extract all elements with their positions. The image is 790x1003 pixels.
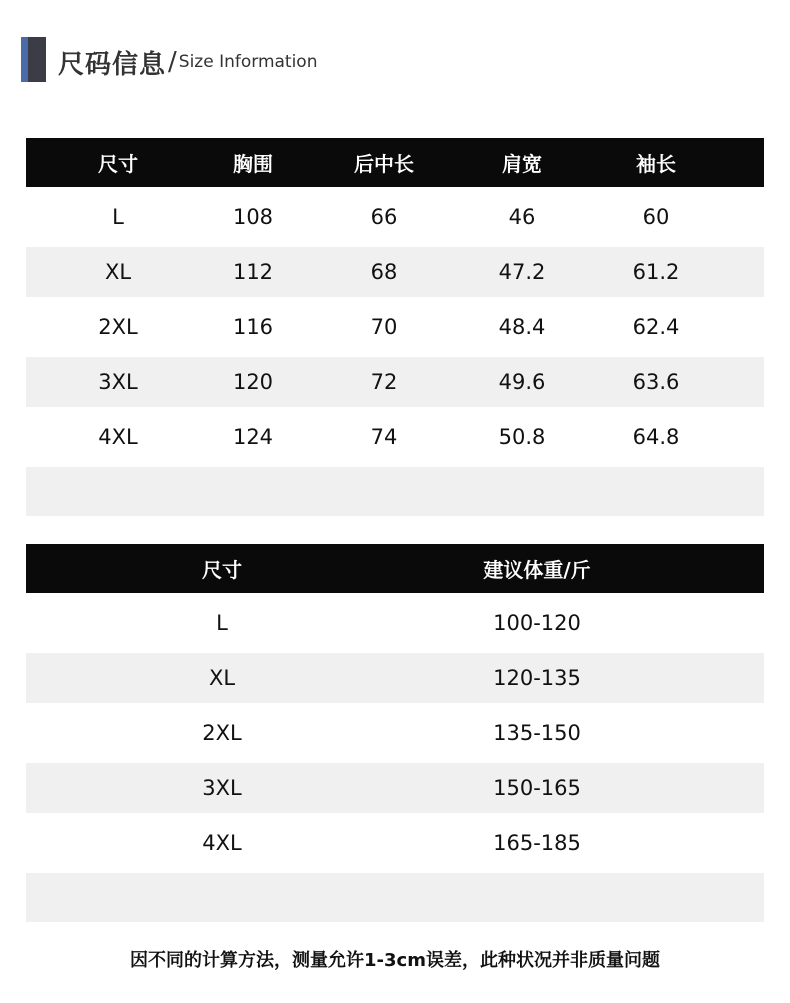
page-title-slash: / xyxy=(168,47,177,77)
header-cell-shoulder: 肩宽 xyxy=(502,152,542,176)
title-accent-dark xyxy=(28,37,46,82)
table-cell: XL xyxy=(104,260,132,284)
table-cell: 61.2 xyxy=(632,260,680,284)
page-title xyxy=(58,42,318,82)
header-cell-size: 尺寸 xyxy=(98,152,138,176)
table-row xyxy=(26,763,764,813)
table-cell: 60 xyxy=(642,205,670,229)
weight-table-header xyxy=(26,544,764,593)
table-cell: L xyxy=(112,205,124,229)
title-accent-bar xyxy=(21,37,46,82)
table-cell: 2XL xyxy=(202,721,242,745)
table-row xyxy=(26,593,764,653)
table-cell: 108 xyxy=(232,205,274,229)
table-cell: 74 xyxy=(370,425,398,449)
table-cell: 150-165 xyxy=(493,776,581,800)
table-row-empty xyxy=(26,873,764,922)
table-cell: 100-120 xyxy=(493,611,581,635)
table-cell: 50.8 xyxy=(498,425,546,449)
table-cell: 4XL xyxy=(98,425,138,449)
table-cell: 2XL xyxy=(98,315,138,339)
page-title-en: Size Information xyxy=(178,52,318,72)
table-row-empty xyxy=(26,467,764,516)
table-cell: 124 xyxy=(232,425,274,449)
header-cell-weight: 建议体重/斤 xyxy=(483,558,591,582)
table-cell: 46 xyxy=(508,205,536,229)
table-cell: 62.4 xyxy=(632,315,680,339)
table-cell: 63.6 xyxy=(632,370,680,394)
weight-table xyxy=(26,544,764,922)
table-cell: XL xyxy=(208,666,236,690)
table-row xyxy=(26,187,764,247)
header-cell-length: 后中长 xyxy=(354,152,414,176)
table-row xyxy=(26,703,764,763)
table-cell: 68 xyxy=(370,260,398,284)
table-row xyxy=(26,653,764,703)
table-cell: 49.6 xyxy=(498,370,546,394)
header-cell-sleeve: 袖长 xyxy=(636,152,676,176)
table-row xyxy=(26,297,764,357)
title-accent-blue xyxy=(21,37,28,82)
table-cell: 48.4 xyxy=(498,315,546,339)
table-cell: 72 xyxy=(370,370,398,394)
table-cell: 70 xyxy=(370,315,398,339)
table-cell: 165-185 xyxy=(493,831,581,855)
table-cell: 47.2 xyxy=(498,260,546,284)
table-cell: 66 xyxy=(370,205,398,229)
table-cell: 120-135 xyxy=(493,666,581,690)
table-row xyxy=(26,247,764,297)
table-row xyxy=(26,813,764,873)
table-cell: L xyxy=(216,611,228,635)
page-title-cn: 尺码信息 xyxy=(58,49,167,80)
table-cell: 112 xyxy=(232,260,274,284)
table-row xyxy=(26,407,764,467)
table-cell: 120 xyxy=(232,370,274,394)
table-row xyxy=(26,357,764,407)
header-cell-chest: 胸围 xyxy=(233,152,273,176)
header-cell-size: 尺寸 xyxy=(202,558,242,582)
table-cell: 64.8 xyxy=(632,425,680,449)
table-cell: 116 xyxy=(232,315,274,339)
size-table xyxy=(26,138,764,516)
measurement-footnote: 因不同的计算方法，测量允许1-3cm误差，此种状况并非质量问题 xyxy=(130,950,660,971)
table-cell: 3XL xyxy=(98,370,138,394)
table-cell: 135-150 xyxy=(493,721,581,745)
table-cell: 3XL xyxy=(202,776,242,800)
size-table-header xyxy=(26,138,764,187)
table-cell: 4XL xyxy=(202,831,242,855)
